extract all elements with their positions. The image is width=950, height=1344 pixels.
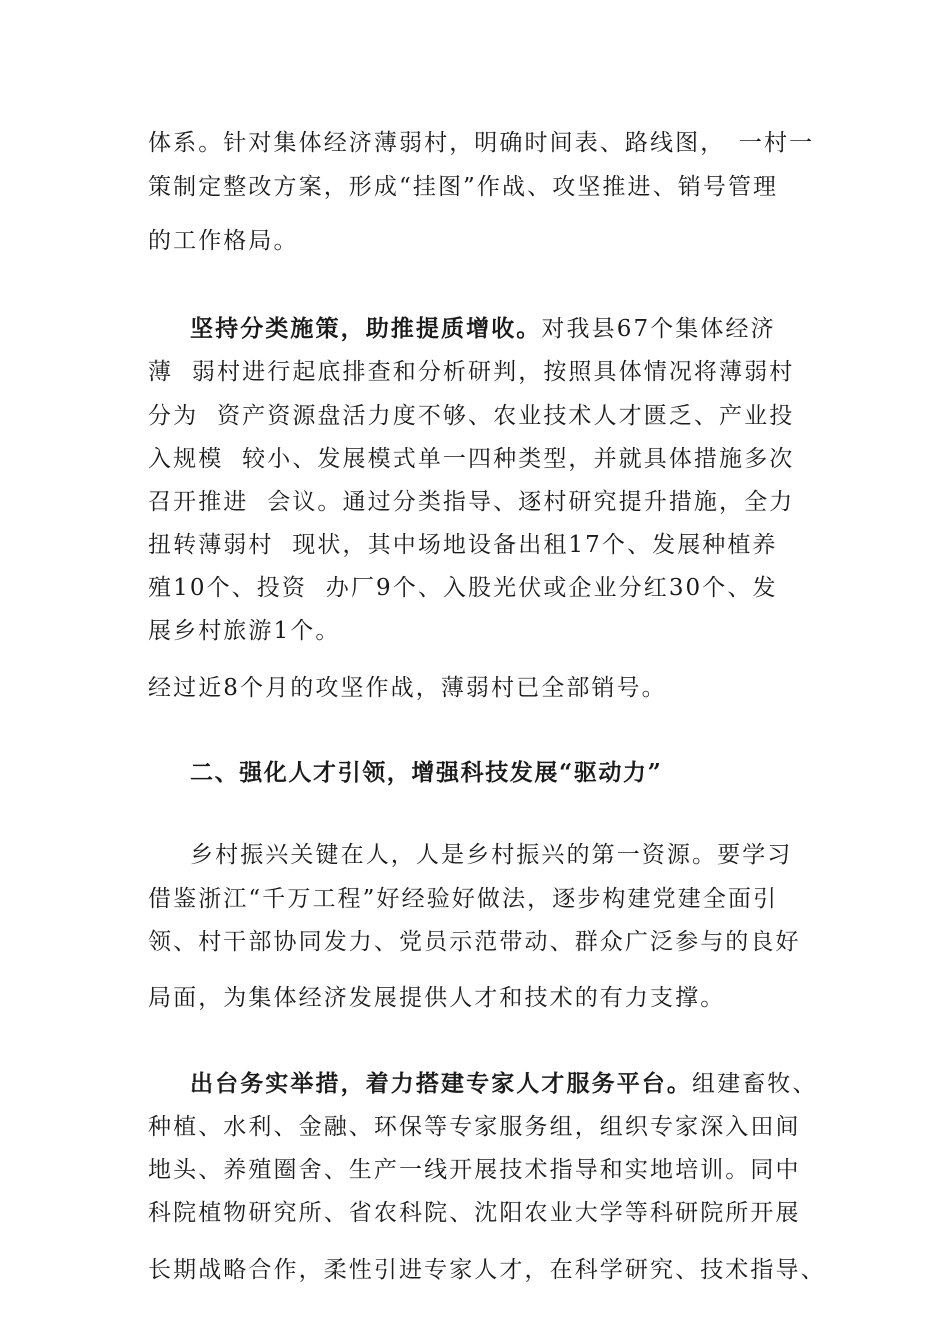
paragraph-2-line-7: 殖10个、投资 办厂9个、入股光伏或企业分红30个、发 [148,575,778,601]
paragraph-4-line-2: 借鉴浙江“千万工程”好经验好做法，逐步构建党建全面引 [148,886,779,912]
paragraph-4-line-3: 领、村干部协同发力、党员示范带动、群众广泛参与的良好 [148,929,801,955]
paragraph-2-line-1 [190,314,808,344]
paragraph-2-line-1-rest: 对我县67个集体经济 [541,316,776,342]
paragraph-5-line-3: 地头、养殖圈舍、生产一线开展技术指导和实地培训。同中 [148,1157,801,1183]
paragraph-5-line-1 [190,1069,818,1099]
paragraph-5-line-1-rest: 组建畜牧、 [692,1071,818,1097]
paragraph-1-line-3: 的工作格局。 [148,228,299,254]
paragraph-2-line-4: 入规模 较小、发展模式单一四种类型，并就具体措施多次 [148,446,795,472]
paragraph-1-line-2: 策制定整改方案，形成“挂图”作战、攻坚推进、销号管理 [148,174,779,200]
paragraph-2-line-3: 分为 资产资源盘活力度不够、农业技术人才匮乏、产业投 [148,403,795,429]
paragraph-2-line-6: 扭转薄弱村 现状，其中场地设备出租17个、发展种植养 [148,532,778,558]
paragraph-2-line-2: 薄 弱村进行起底排查和分析研判，按照具体情况将薄弱村 [148,359,795,385]
paragraph-5-line-4: 科院植物研究所、省农科院、沈阳农业大学等科研院所开展 [148,1200,801,1226]
paragraph-1-line-1: 体系。针对集体经济薄弱村，明确时间表、路线图， 一村一 [148,130,815,156]
paragraph-2-line-5: 召开推进 会议。通过分类指导、逐村研究提升措施，全力 [148,489,795,515]
section-2-heading: 二、强化人才引领，增强科技发展“驱动力” [190,759,663,786]
paragraph-5-line-5: 长期战略合作，柔性引进专家人才，在科学研究、技术指导、 [148,1257,826,1283]
paragraph-2-line-8: 展乡村旅游1个。 [148,618,341,644]
paragraph-5-line-2: 种植、水利、金融、环保等专家服务组，组织专家深入田间 [148,1114,801,1140]
paragraph-4-line-1: 乡村振兴关键在人，人是乡村振兴的第一资源。要学习 [190,842,793,868]
paragraph-4-line-4: 局面，为集体经济发展提供人才和技术的有力支撑。 [148,985,726,1011]
paragraph-5-lead: 出台务实举措，着力搭建专家人才服务平台。 [190,1070,692,1097]
paragraph-3-line: 经过近8个月的攻坚作战，薄弱村已全部销号。 [148,675,667,701]
paragraph-2-lead: 坚持分类施策，助推提质增收。 [190,315,542,342]
